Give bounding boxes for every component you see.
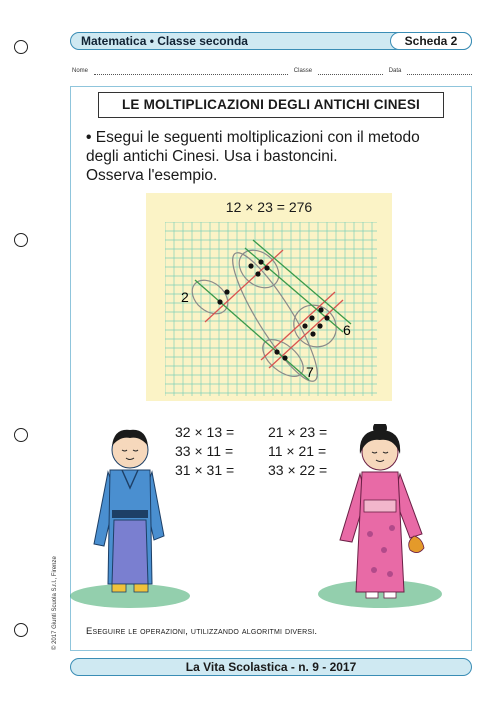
- subject-label: Matematica • Classe seconda: [81, 34, 248, 48]
- intersection-dot: [248, 263, 253, 268]
- instruction-line-2: degli antichi Cinesi. Usa i bastoncini.: [86, 148, 338, 165]
- digit-label-6: 6: [343, 322, 351, 338]
- intersection-dot: [274, 349, 279, 354]
- example-panel: [146, 193, 392, 401]
- footer-note: Eseguire le operazioni, utilizzando algoritmi diversi.: [86, 626, 318, 637]
- intersection-dot: [310, 331, 315, 336]
- intersection-dot: [217, 299, 222, 304]
- date-label: Data: [388, 68, 402, 74]
- sheet-tab: Scheda 2: [390, 32, 472, 50]
- intersection-dot: [309, 315, 314, 320]
- graph-grid: [165, 222, 377, 396]
- stick-grid-diagram: [165, 222, 377, 396]
- date-line[interactable]: [407, 68, 472, 75]
- red-stick-2: [261, 292, 335, 360]
- footer-bar: La Vita Scolastica - n. 9 - 2017: [70, 658, 472, 676]
- binder-hole-top: [14, 40, 28, 54]
- copyright-notice: © 2017 Giunti Scuola S.r.l., Firenze: [52, 556, 58, 650]
- bullet: •: [86, 129, 92, 146]
- intersection-dot: [224, 289, 229, 294]
- worksheet-title: LE MOLTIPLICAZIONI DEGLI ANTICHI CINESI: [98, 92, 444, 118]
- intersection-dot: [255, 271, 260, 276]
- example-equation: 12 × 23 = 276: [225, 199, 313, 215]
- binder-hole-bottom: [14, 623, 28, 637]
- exercise-item: 31 × 31 =: [175, 462, 235, 478]
- red-stick-3: [269, 300, 343, 368]
- boy-in-blue-kimono-illustration: [60, 424, 200, 614]
- exercise-item: 21 × 23 =: [268, 424, 328, 440]
- name-line[interactable]: [94, 68, 288, 75]
- digit-label-7: 7: [306, 364, 314, 380]
- instruction-line-1: Esegui le seguenti moltiplicazioni con il metodo: [95, 129, 420, 146]
- intersection-dot: [264, 265, 269, 270]
- intersection-dot: [258, 259, 263, 264]
- intersection-dot: [324, 315, 329, 320]
- exercise-item: 33 × 11 =: [175, 443, 234, 459]
- exercise-item: 33 × 22 =: [268, 462, 328, 478]
- intersection-dot: [317, 323, 322, 328]
- student-fields: [72, 68, 472, 75]
- intersection-dot: [302, 323, 307, 328]
- instructions: [86, 128, 466, 185]
- intersection-dot: [318, 307, 323, 312]
- name-label: Nome: [72, 68, 89, 74]
- class-label: Classe: [293, 68, 313, 74]
- intersection-dot: [282, 355, 287, 360]
- girl-in-pink-kimono-illustration: [310, 424, 450, 614]
- instruction-line-3: Osserva l'esempio.: [86, 167, 218, 184]
- header-bar: [70, 32, 472, 50]
- class-line[interactable]: [318, 68, 383, 75]
- exercise-item: 32 × 13 =: [175, 424, 235, 440]
- binder-hole-lower-middle: [14, 428, 28, 442]
- digit-label-2: 2: [181, 289, 189, 305]
- exercise-item: 11 × 21 =: [268, 443, 327, 459]
- binder-hole-upper-middle: [14, 233, 28, 247]
